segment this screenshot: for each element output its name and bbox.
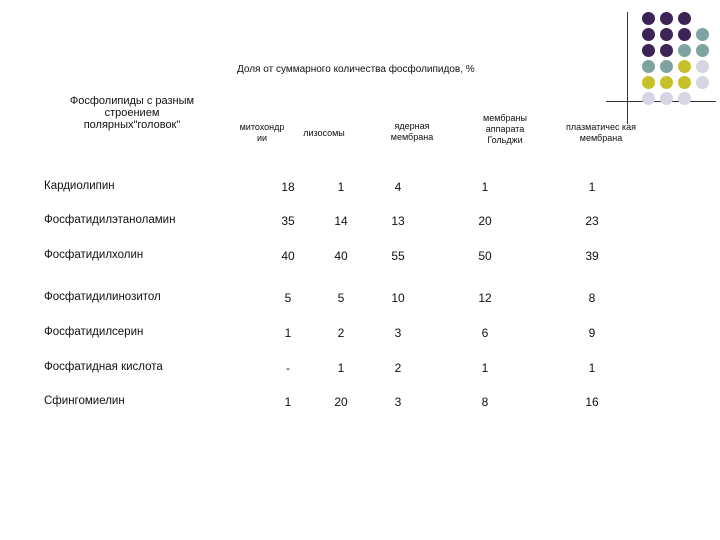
decorative-dot	[660, 28, 673, 41]
decorative-dot	[696, 60, 709, 73]
row-label: Фосфатидилэтаноламин	[44, 214, 176, 226]
table-cell: 23	[585, 214, 599, 228]
table-cell: 2	[394, 361, 402, 375]
table-cell: 20	[334, 395, 348, 409]
table-cell: 1	[481, 180, 489, 194]
table-cell: 35	[281, 214, 295, 228]
table-cell: 1	[588, 180, 596, 194]
decorative-dot	[696, 76, 709, 89]
decorative-dot	[678, 44, 691, 57]
table-cell: 5	[284, 291, 292, 305]
table-cell: 55	[391, 249, 405, 263]
table-cell: 16	[585, 395, 599, 409]
table-cell: 8	[481, 395, 489, 409]
table-title: Доля от суммарного количества фосфолипидов, %	[237, 64, 475, 75]
table-cell: 50	[478, 249, 492, 263]
row-label: Фосфатидилхолин	[44, 249, 144, 261]
table-cell: 1	[588, 361, 596, 375]
table-cell: 1	[337, 180, 345, 194]
table-cell: 13	[391, 214, 405, 228]
decorative-dot	[678, 28, 691, 41]
decorative-dot	[660, 12, 673, 25]
decorative-dot	[678, 76, 691, 89]
table-cell: 3	[394, 395, 402, 409]
table-cell: 3	[394, 326, 402, 340]
table-cell: 14	[334, 214, 348, 228]
table-cell: 2	[337, 326, 345, 340]
decorative-dot	[660, 92, 673, 105]
decorative-dot	[696, 44, 709, 57]
decorative-dot	[660, 44, 673, 57]
column-header-plasma-membrane: плазматичес кая мембрана	[566, 122, 637, 143]
table-cell: 18	[281, 180, 295, 194]
decorative-dot	[678, 60, 691, 73]
table-cell: 9	[588, 326, 596, 340]
row-header: Фосфолипиды с разным строением полярных"головок"	[69, 95, 195, 131]
row-label: Фосфатидилсерин	[44, 326, 144, 338]
table-cell: 1	[337, 361, 345, 375]
table-cell: 10	[391, 291, 405, 305]
table-cell: -	[286, 361, 290, 375]
table-cell: 5	[337, 291, 345, 305]
decorative-dot	[642, 92, 655, 105]
table-cell: 1	[284, 395, 292, 409]
table-cell: 6	[481, 326, 489, 340]
decorative-vertical-line	[627, 12, 628, 124]
column-header-golgi-membranes: мембраны аппарата Гольджи	[483, 113, 527, 145]
decorative-dot	[678, 12, 691, 25]
row-label: Сфингомиелин	[44, 395, 125, 407]
table-cell: 4	[394, 180, 402, 194]
decorative-dot	[642, 44, 655, 57]
table-cell: 1	[481, 361, 489, 375]
row-label: Фосфатидная кислота	[44, 361, 163, 373]
decorative-dot	[660, 76, 673, 89]
row-label: Фосфатидилинозитол	[44, 291, 161, 303]
table-cell: 12	[478, 291, 492, 305]
decorative-dot	[642, 60, 655, 73]
table-cell: 39	[585, 249, 599, 263]
decorative-dot	[678, 92, 691, 105]
decorative-dot	[642, 28, 655, 41]
table-cell: 1	[284, 326, 292, 340]
table-cell: 40	[281, 249, 295, 263]
decorative-dot	[660, 60, 673, 73]
table-cell: 40	[334, 249, 348, 263]
column-header-lysosomes: лизосомы	[303, 128, 345, 138]
column-header-mitochondria: митохондр ии	[239, 122, 285, 143]
table-cell: 20	[478, 214, 492, 228]
column-header-nuclear-membrane: ядерная мембрана	[390, 121, 434, 142]
decorative-dot	[696, 28, 709, 41]
table-cell: 8	[588, 291, 596, 305]
row-label: Кардиолипин	[44, 180, 115, 192]
decorative-dot	[642, 76, 655, 89]
decorative-dot	[642, 12, 655, 25]
